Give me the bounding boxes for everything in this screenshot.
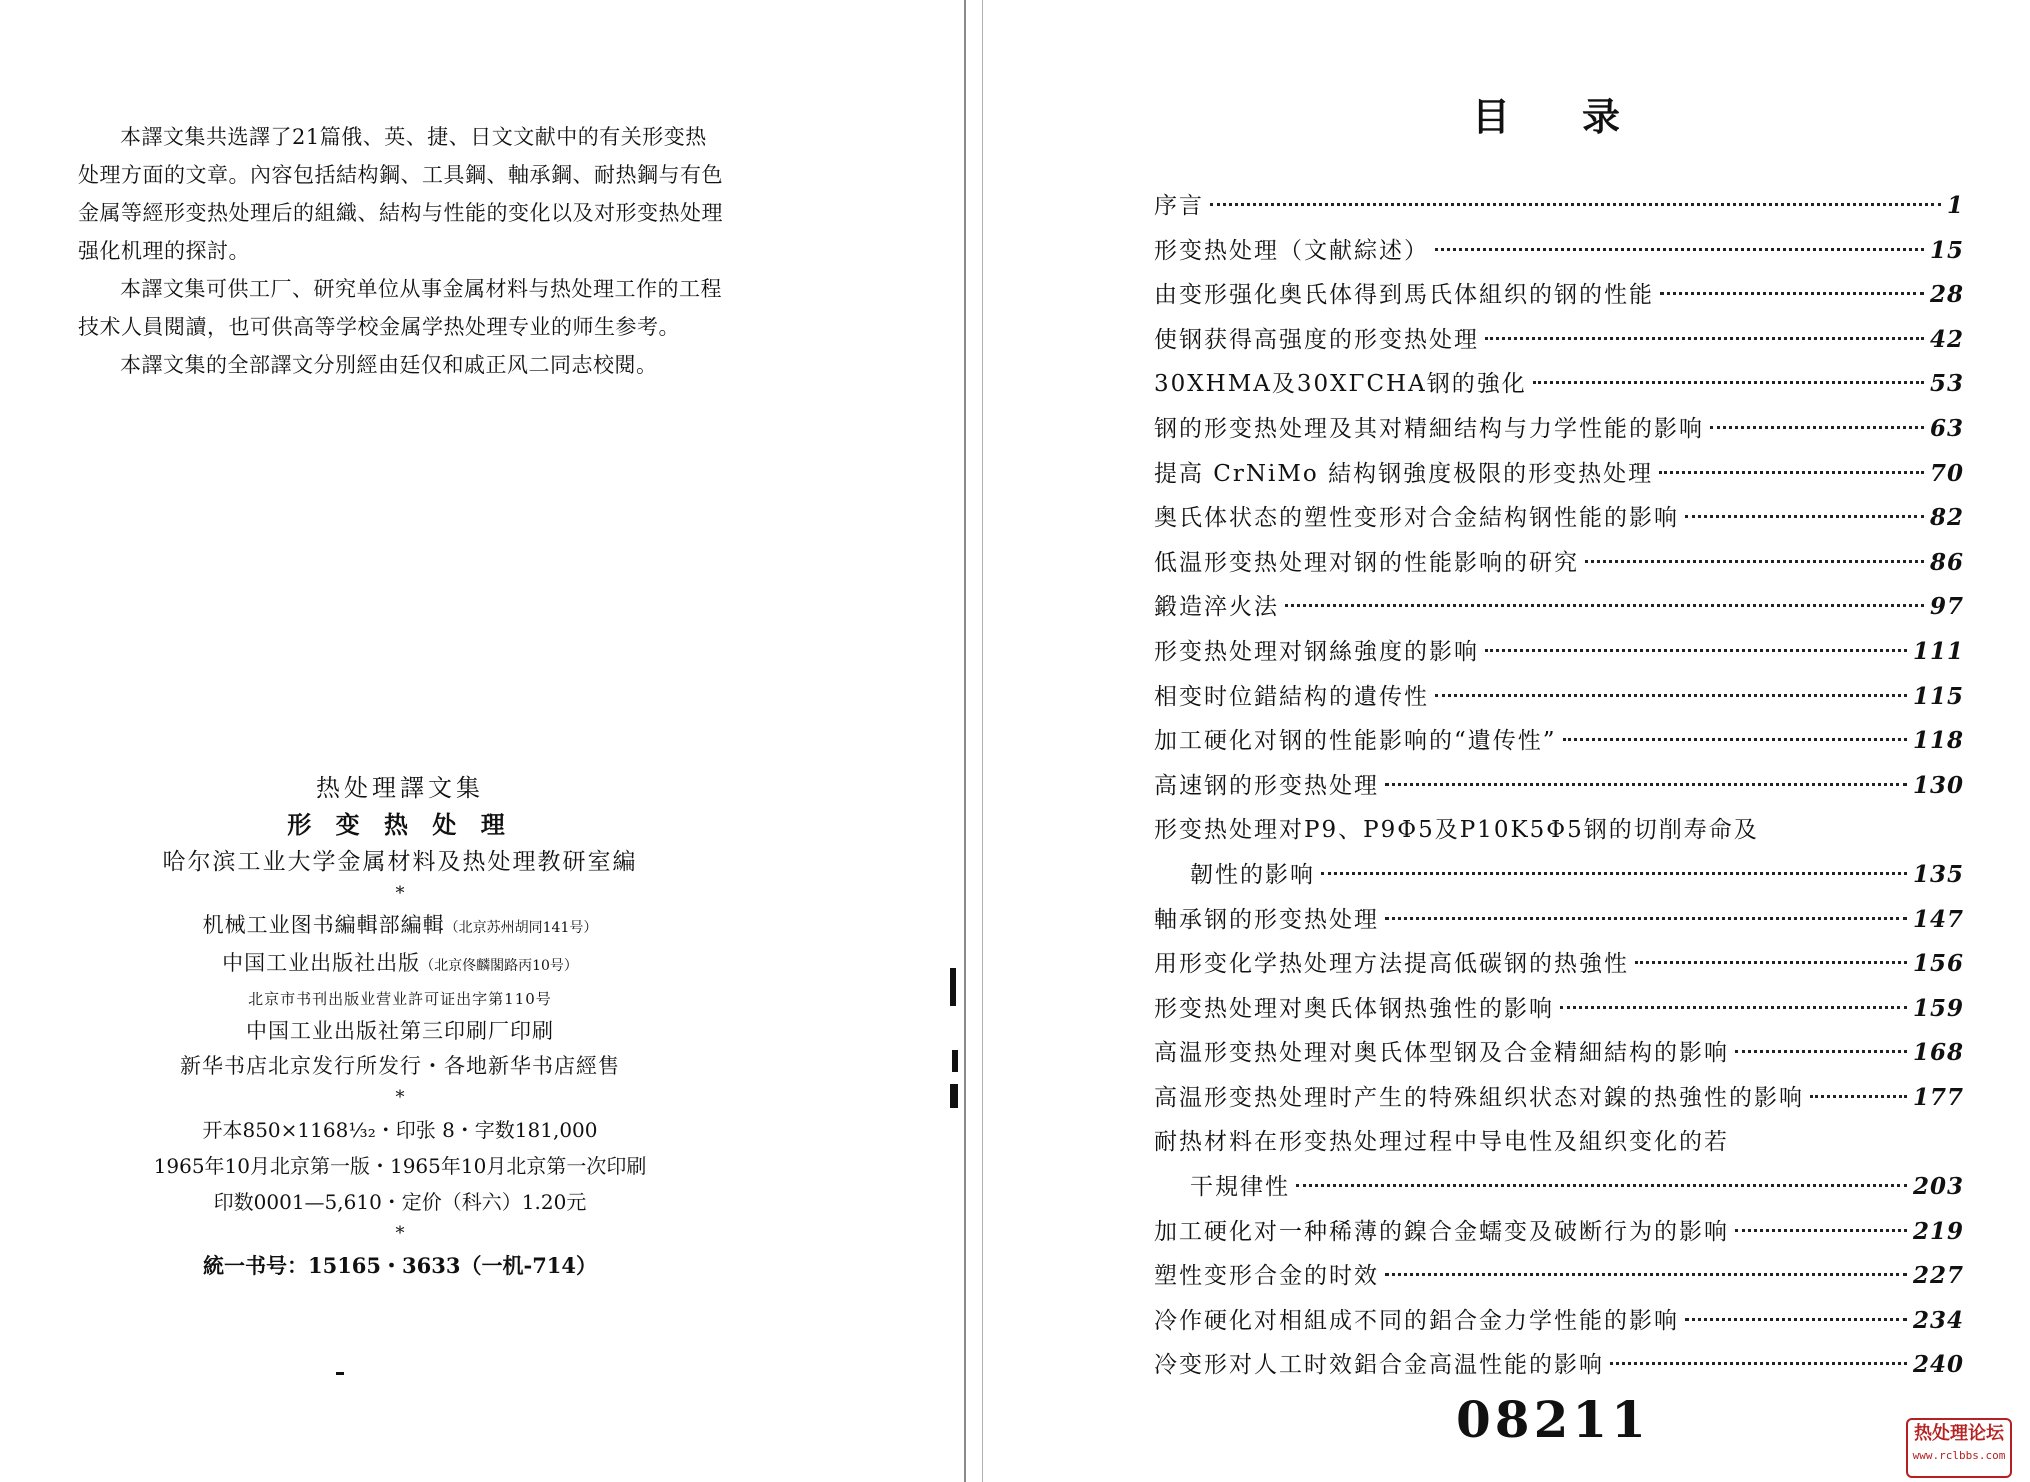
compiler: 哈尔滨工业大学金属材料及热处理教研室編 bbox=[162, 849, 638, 875]
preface-paragraph-1: 本譯文集共选譯了21篇俄、英、捷、日文文献中的有关形变热处理方面的文章。內容包括結构鋼、工具鋼、軸承鋼、耐热鋼与有色金属等經形变热处理后的組織、結构与性能的变化以及对形变热处理强化机理的探討。 bbox=[78, 125, 723, 263]
toc-entry bbox=[1154, 407, 1964, 452]
page-gutter bbox=[982, 0, 983, 1482]
toc-leader-dots bbox=[1485, 337, 1924, 340]
editor: 机械工业图书編輯部編輯 bbox=[202, 913, 445, 937]
toc-entry-title: 形变热处理（文献綜述） bbox=[1154, 237, 1429, 264]
toc-entry bbox=[1154, 452, 1964, 497]
toc-entry-title: 钢的形变热处理及其对精細结构与力学性能的影响 bbox=[1154, 415, 1704, 442]
watermark-title: 热处理论坛 bbox=[1914, 1423, 2004, 1444]
toc-entry bbox=[1154, 1299, 1964, 1344]
book-title: 形 变 热 处 理 bbox=[287, 810, 513, 839]
toc-entry-page: 97 bbox=[1929, 593, 1964, 621]
toc-entry-title: 干規律性 bbox=[1190, 1174, 1290, 1201]
forum-watermark bbox=[1906, 1418, 2012, 1478]
toc-entry-title: 加工硬化对钢的性能影响的“遺传性” bbox=[1154, 728, 1557, 755]
toc-entry-title: 軸承钢的形变热处理 bbox=[1154, 906, 1379, 933]
toc-entry-title: 形变热处理对P9、P9Φ5及P10K5Φ5钢的切削寿命及 bbox=[1154, 817, 1759, 844]
separator-star: * bbox=[395, 1223, 405, 1244]
toc-leader-dots bbox=[1610, 1362, 1907, 1365]
toc-leader-dots bbox=[1560, 1006, 1907, 1009]
preface-paragraph-3: 本譯文集的全部譯文分別經由廷仅和戚正风二同志校閱。 bbox=[120, 353, 658, 377]
separator-star: * bbox=[395, 1087, 405, 1108]
toc-entry-page: 240 bbox=[1912, 1351, 1964, 1379]
toc-entry-page: 86 bbox=[1929, 548, 1964, 576]
toc-entry bbox=[1154, 1165, 1964, 1210]
scan-speck bbox=[336, 1372, 344, 1375]
toc-leader-dots bbox=[1435, 248, 1924, 251]
toc-entry bbox=[1154, 764, 1964, 809]
toc-entry-title: 由变形强化奥氏体得到馬氏体組织的钢的性能 bbox=[1154, 282, 1654, 309]
toc-entry bbox=[1154, 987, 1964, 1032]
series-name: 热处理譯文集 bbox=[316, 774, 484, 802]
toc-leader-dots bbox=[1485, 649, 1907, 652]
toc-entry-page: 227 bbox=[1912, 1262, 1964, 1290]
toc-entry bbox=[1154, 1254, 1964, 1299]
toc-entry-page: 135 bbox=[1912, 860, 1964, 888]
toc-entry-title: 冷变形对人工时效鋁合金高温性能的影响 bbox=[1154, 1352, 1604, 1379]
toc-entry-page: 130 bbox=[1912, 771, 1964, 799]
page-gutter bbox=[964, 0, 966, 1482]
toc-entry-page: 147 bbox=[1912, 905, 1964, 933]
toc-leader-dots bbox=[1635, 961, 1907, 964]
editor-address: （北京苏州胡同141号） bbox=[444, 920, 598, 936]
toc-entry-title: 鍛造淬火法 bbox=[1154, 594, 1279, 621]
toc-entry bbox=[1154, 675, 1964, 720]
toc-entry-title: 低温形变热处理对钢的性能影响的研究 bbox=[1154, 549, 1579, 576]
toc-entry-title: 相变时位錯結构的遺传性 bbox=[1154, 683, 1429, 710]
toc-entry-page: 53 bbox=[1929, 370, 1964, 398]
toc-entry-title: 高温形变热处理对奥氏体型钢及合金精細結构的影响 bbox=[1154, 1040, 1729, 1067]
toc-leader-dots bbox=[1210, 203, 1941, 206]
toc-entry bbox=[1154, 1076, 1964, 1121]
toc-entry bbox=[1154, 1120, 1964, 1165]
toc-entry bbox=[1154, 362, 1964, 407]
toc-leader-dots bbox=[1321, 872, 1907, 875]
toc-leader-dots bbox=[1533, 381, 1924, 384]
toc-leader-dots bbox=[1563, 738, 1907, 741]
toc-entry-title: 冷作硬化对相組成不同的鋁合金力学性能的影响 bbox=[1154, 1307, 1679, 1334]
scan-speck bbox=[950, 1084, 958, 1108]
preface-paragraph-2: 本譯文集可供工厂、研究单位从事金属材料与热处理工作的工程技术人員閱讀，也可供高等学校金属学热处理专业的师生参考。 bbox=[78, 277, 722, 339]
toc-leader-dots bbox=[1435, 694, 1907, 697]
toc-entry bbox=[1154, 273, 1964, 318]
toc-entry bbox=[1154, 808, 1964, 853]
toc-entry-page: 28 bbox=[1929, 281, 1964, 309]
toc-leader-dots bbox=[1685, 515, 1924, 518]
toc-entry-page: 63 bbox=[1929, 414, 1964, 442]
format-spec: 开本850×1168¹⁄₃₂・印张 8・字数181,000 bbox=[202, 1118, 598, 1142]
toc-leader-dots bbox=[1585, 560, 1924, 563]
toc-entry-page: 177 bbox=[1912, 1083, 1964, 1111]
toc-entry-title: 序言 bbox=[1154, 193, 1204, 219]
toc-entry bbox=[1154, 719, 1964, 764]
toc-entry-title: 高温形变热处理时产生的特殊組织状态对鎳的热強性的影响 bbox=[1154, 1084, 1804, 1111]
separator-star: * bbox=[395, 883, 405, 904]
watermark-url: www.rclbbs.com bbox=[1912, 1449, 2006, 1462]
left-page bbox=[0, 0, 964, 1482]
scan-speck bbox=[952, 1050, 958, 1072]
toc-leader-dots bbox=[1385, 917, 1907, 920]
toc-entry-page: 42 bbox=[1929, 325, 1964, 353]
preface bbox=[78, 118, 728, 384]
license: 北京市书刊出版业营业許可证出字第110号 bbox=[248, 990, 552, 1008]
toc-entry-title: 塑性变形合金的时效 bbox=[1154, 1263, 1379, 1290]
toc-entry bbox=[1154, 898, 1964, 943]
toc-entry-title: 用形变化学热处理方法提高低碳钢的热強性 bbox=[1154, 951, 1629, 978]
toc-entry bbox=[1154, 585, 1964, 630]
toc-entry-page: 115 bbox=[1912, 682, 1964, 710]
toc-entry bbox=[1154, 630, 1964, 675]
toc-entry-title: 加工硬化对一种稀薄的鎳合金蠕变及破断行为的影响 bbox=[1154, 1218, 1729, 1245]
toc-leader-dots bbox=[1735, 1050, 1907, 1053]
toc-entry bbox=[1154, 1343, 1964, 1388]
toc-leader-dots bbox=[1660, 292, 1924, 295]
toc-entry bbox=[1154, 229, 1964, 274]
toc-entry-page: 70 bbox=[1929, 459, 1964, 487]
toc-entry-page: 111 bbox=[1912, 637, 1964, 665]
toc-entry-title: 提高 CrNiMo 結构钢強度极限的形变热处理 bbox=[1154, 460, 1654, 487]
toc-entry bbox=[1154, 184, 1964, 229]
unified-book-number: 統一书号：15165・3633（一机-714） bbox=[202, 1253, 598, 1278]
toc-entry-page: 82 bbox=[1929, 504, 1964, 532]
toc-entry-page: 156 bbox=[1912, 950, 1964, 978]
colophon bbox=[130, 770, 670, 1284]
editor-line bbox=[130, 908, 670, 946]
toc-entry-page: 1 bbox=[1946, 192, 1964, 219]
distributor: 新华书店北京发行所发行・各地新华书店經售 bbox=[180, 1054, 620, 1078]
toc-leader-dots bbox=[1735, 1229, 1907, 1232]
print-run-price: 印数0001—5,610・定价（科六）1.20元 bbox=[213, 1190, 587, 1214]
table-of-contents bbox=[1154, 184, 1964, 1388]
toc-entry-page: 118 bbox=[1912, 727, 1964, 755]
toc-entry-page: 15 bbox=[1929, 236, 1964, 264]
toc-entry bbox=[1154, 496, 1964, 541]
toc-entry bbox=[1154, 318, 1964, 363]
toc-leader-dots bbox=[1659, 471, 1924, 474]
toc-leader-dots bbox=[1685, 1318, 1907, 1321]
toc-entry bbox=[1154, 853, 1964, 898]
toc-entry-page: 168 bbox=[1912, 1039, 1964, 1067]
toc-entry-page: 203 bbox=[1912, 1173, 1964, 1201]
toc-entry bbox=[1154, 541, 1964, 586]
toc-entry-title: 30XHMA及30XΓCHA钢的強化 bbox=[1154, 371, 1527, 398]
toc-leader-dots bbox=[1296, 1184, 1907, 1187]
toc-leader-dots bbox=[1385, 1273, 1907, 1276]
toc-leader-dots bbox=[1810, 1095, 1907, 1098]
printer: 中国工业出版社第三印刷厂印刷 bbox=[246, 1019, 554, 1043]
publisher-line bbox=[130, 946, 670, 984]
toc-entry-title: 形变热处理对奥氏体钢热強性的影响 bbox=[1154, 995, 1554, 1022]
stamp-number: 08211 bbox=[1456, 1390, 1650, 1449]
toc-leader-dots bbox=[1385, 783, 1907, 786]
toc-heading: 目录 bbox=[1472, 95, 1693, 139]
toc-entry-title: 形变热处理对钢絲強度的影响 bbox=[1154, 638, 1479, 665]
toc-entry bbox=[1154, 942, 1964, 987]
publisher-address: （北京佟麟閣路丙10号） bbox=[420, 958, 578, 974]
publisher: 中国工业出版社出版 bbox=[222, 951, 421, 975]
toc-entry-page: 159 bbox=[1912, 994, 1964, 1022]
toc-entry-page: 219 bbox=[1912, 1217, 1964, 1245]
toc-leader-dots bbox=[1710, 426, 1924, 429]
toc-entry-title: 耐热材料在形变热处理过程中导电性及組织变化的若 bbox=[1154, 1129, 1729, 1156]
toc-entry-page: 234 bbox=[1912, 1306, 1964, 1334]
scan-speck bbox=[950, 968, 956, 1006]
toc-entry-title: 奥氏体状态的塑性变形对合金結构钢性能的影响 bbox=[1154, 505, 1679, 532]
toc-entry bbox=[1154, 1031, 1964, 1076]
toc-entry-title: 使钢获得高强度的形变热处理 bbox=[1154, 326, 1479, 353]
right-page bbox=[986, 0, 2030, 1482]
toc-entry bbox=[1154, 1210, 1964, 1255]
toc-entry-title: 高速钢的形变热处理 bbox=[1154, 772, 1379, 799]
toc-entry-title: 韌性的影响 bbox=[1190, 861, 1315, 888]
toc-leader-dots bbox=[1285, 604, 1924, 607]
edition-info: 1965年10月北京第一版・1965年10月北京第一次印刷 bbox=[153, 1154, 647, 1178]
